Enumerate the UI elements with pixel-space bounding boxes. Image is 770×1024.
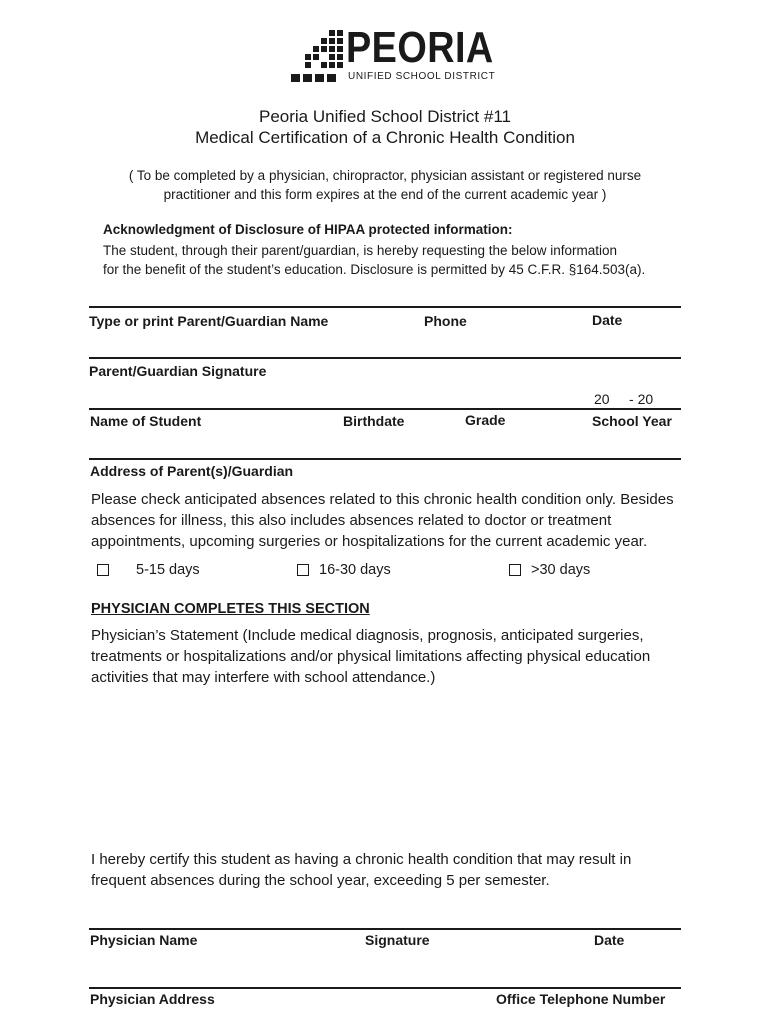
birthdate-label: Birthdate — [343, 413, 405, 429]
physician-address-line[interactable] — [89, 987, 681, 989]
office-telephone-label: Office Telephone Number — [496, 991, 666, 1007]
hipaa-heading: Acknowledgment of Disclosure of HIPAA protected information: — [103, 222, 513, 237]
pixel-block-logo-icon — [290, 30, 342, 82]
physician-name-label: Physician Name — [90, 932, 198, 948]
physician-address-label: Physician Address — [90, 991, 215, 1007]
option-5-15-days-label: 5-15 days — [136, 562, 200, 578]
instructions-line-1: ( To be completed by a physician, chiropractor, physician assistant or registered nurse — [128, 168, 642, 183]
parent-signature-line[interactable] — [89, 357, 681, 359]
instructions-line-2: practitioner and this form expires at the end of the current academic year ) — [163, 187, 607, 202]
logo-subtitle: UNIFIED SCHOOL DISTRICT — [348, 71, 496, 82]
logo-wordmark: PEORIA — [346, 23, 494, 72]
statement-line-3: activities that may interfere with school attendance.) — [91, 669, 436, 686]
option-over-30-days-label: >30 days — [531, 562, 591, 578]
physician-statement-area[interactable] — [91, 690, 681, 840]
student-line[interactable] — [89, 408, 681, 410]
parent-name-line[interactable] — [89, 306, 681, 308]
absences-instructions — [91, 489, 701, 552]
option-16-30-days-label: 16-30 days — [319, 562, 391, 578]
certify-line-1: I hereby certify this student as having a chronic health condition that may result in — [91, 851, 632, 868]
address-line[interactable] — [89, 458, 681, 460]
statement-line-1: Physician’s Statement (Include medical diagnosis, prognosis, anticipated surgeries, — [91, 627, 644, 644]
physician-name-line[interactable] — [89, 928, 681, 930]
absences-line-1: Please check anticipated absences related to this chronic health condition only. Besides — [91, 491, 674, 508]
hipaa-line-2: for the benefit of the student’s education. Disclosure is permitted by 45 C.F.R. §164.503(a). — [103, 262, 646, 277]
parent-signature-label: Parent/Guardian Signature — [89, 363, 267, 379]
absences-line-2: absences for illness, this also includes absences related to doctor or treatment — [91, 512, 612, 529]
parent-name-label: Type or print Parent/Guardian Name — [89, 313, 329, 329]
grade-label: Grade — [465, 412, 506, 428]
checkbox-over-30-days[interactable] — [509, 564, 521, 576]
student-name-label: Name of Student — [90, 413, 202, 429]
form-title: Medical Certification of a Chronic Health Condition — [195, 128, 575, 147]
statement-line-2: treatments or hospitalizations and/or physical limitations affecting physical education — [91, 648, 651, 665]
school-year-prefix: 20 - 20 — [594, 391, 654, 407]
phone-label: Phone — [424, 313, 467, 329]
physician-date-label: Date — [594, 932, 625, 948]
hipaa-body — [103, 241, 703, 279]
checkbox-16-30-days[interactable] — [297, 564, 309, 576]
absences-line-3: appointments, upcoming surgeries or hospitalizations for the current academic year. — [91, 533, 648, 550]
address-label: Address of Parent(s)/Guardian — [90, 463, 294, 479]
date-label: Date — [592, 312, 623, 328]
certification-text — [91, 849, 701, 891]
checkbox-5-15-days[interactable] — [97, 564, 109, 576]
physician-statement — [91, 625, 701, 688]
school-year-label: School Year — [592, 413, 672, 429]
certify-line-2: frequent absences during the school year, exceeding 5 per semester. — [91, 872, 550, 889]
physician-section-heading: PHYSICIAN COMPLETES THIS SECTION — [91, 601, 370, 617]
hipaa-line-1: The student, through their parent/guardian, is hereby requesting the below information — [103, 243, 618, 258]
physician-signature-label: Signature — [365, 932, 430, 948]
district-title: Peoria Unified School District #11 — [259, 107, 511, 126]
